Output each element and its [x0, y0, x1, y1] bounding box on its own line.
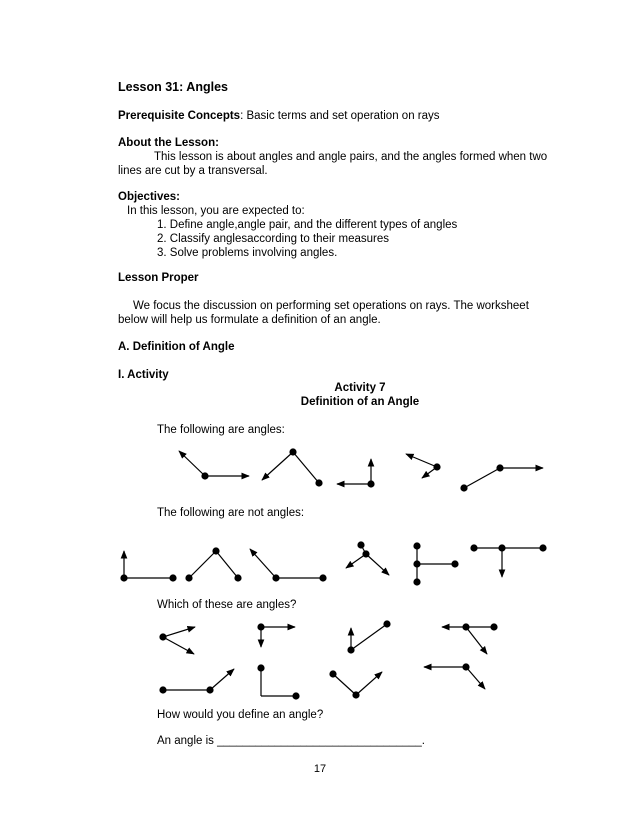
candidate-figure[interactable] [330, 671, 382, 698]
objectives-intro: In this lesson, you are expected to: [127, 205, 305, 217]
lesson-proper-heading: Lesson Proper [118, 272, 199, 284]
section-a-heading: A. Definition of Angle [118, 341, 235, 353]
which-label: Which of these are angles? [157, 599, 297, 611]
not-angle-figure [186, 548, 241, 581]
define-prompt: How would you define an angle? [157, 709, 324, 721]
angle-figure [262, 449, 322, 486]
prerequisite-text: : Basic terms and set operation on rays [240, 110, 440, 122]
angle-figure [406, 454, 440, 478]
about-text-line-1: This lesson is about angles and angle pairs, and the angles formed when two [154, 151, 548, 163]
prerequisite-label: Prerequisite Concepts [118, 110, 241, 122]
not-angle-figure [121, 551, 176, 581]
objectives-heading: Objectives: [118, 191, 180, 203]
angle-figure [337, 459, 374, 487]
not-angle-figure [414, 543, 458, 585]
not-angle-figure [346, 542, 389, 575]
lesson-proper-line-2: below will help us formulate a definition of an angle. [118, 314, 381, 326]
activity-number: Activity 7 [334, 382, 386, 394]
which-examples [160, 621, 497, 699]
candidate-figure[interactable] [442, 624, 497, 654]
about-heading: About the Lesson: [118, 137, 219, 149]
lesson-title: Lesson 31: Angles [118, 80, 228, 94]
candidate-figure[interactable] [258, 665, 299, 699]
not-angles-label: The following are not angles: [157, 507, 305, 519]
candidate-figure[interactable] [424, 664, 485, 689]
not-angle-figure [471, 545, 546, 577]
section-i-heading: I. Activity [118, 369, 169, 381]
angles-examples [179, 449, 543, 491]
page-number: 17 [313, 763, 327, 775]
not-angle-figure [250, 549, 326, 581]
about-text-line-2: lines are cut by a transversal. [118, 165, 268, 177]
angle-figure [461, 465, 543, 491]
angle-figure [179, 451, 249, 479]
objective-item: 1. Define angle,angle pair, and the different types of angles [157, 219, 458, 231]
not-angles-examples [121, 542, 546, 585]
candidate-figure[interactable] [258, 624, 295, 647]
activity-title: Definition of an Angle [300, 396, 420, 408]
candidate-figure[interactable] [160, 669, 234, 693]
objective-item: 2. Classify anglesaccording to their measures [157, 233, 390, 245]
objective-item: 3. Solve problems involving angles. [157, 247, 338, 259]
angles-label: The following are angles: [157, 424, 285, 436]
candidate-figure[interactable] [348, 621, 390, 653]
answer-blank[interactable]: An angle is ________________________________. [157, 735, 425, 747]
candidate-figure[interactable] [160, 627, 195, 654]
lesson-proper-line-1: We focus the discussion on performing set operations on rays. The worksheet [133, 300, 529, 312]
